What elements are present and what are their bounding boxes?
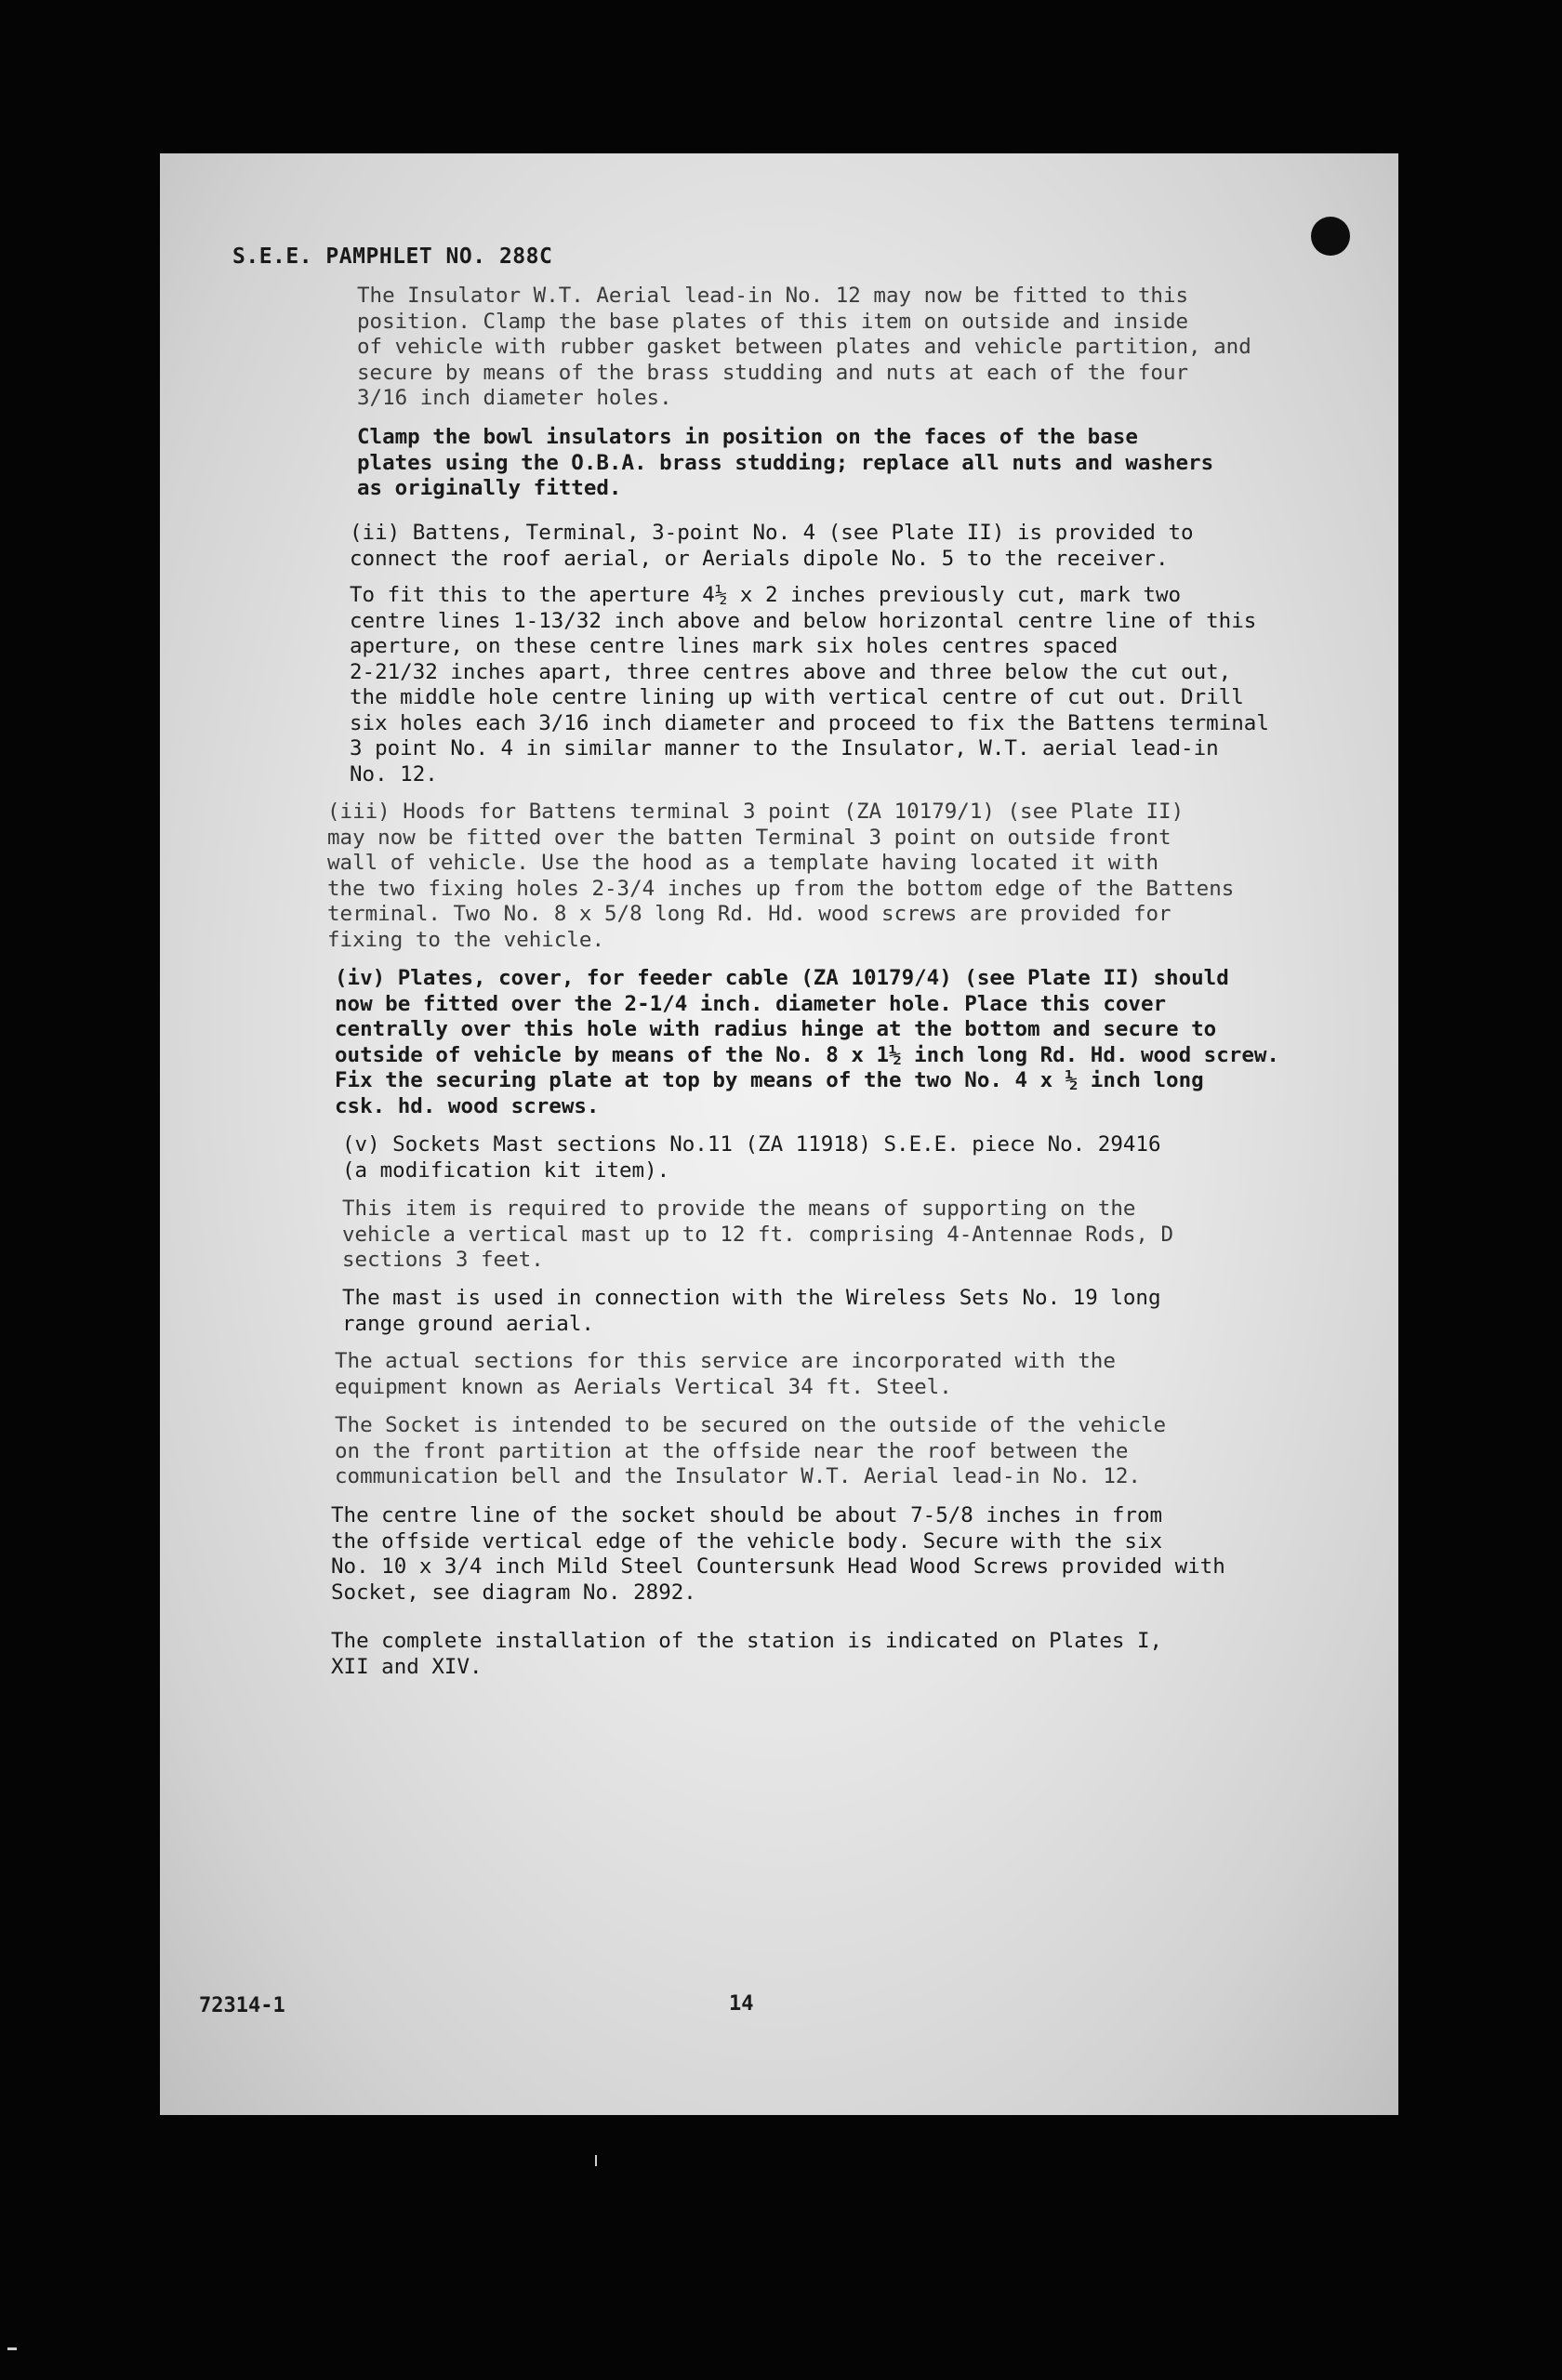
paragraph-bowl-insulators: Clamp the bowl insulators in position on the faces of the base plates using the O.B.A. brass studding; replace all nuts and washers as originally fitted. [357, 425, 1214, 500]
punch-hole [1311, 217, 1350, 256]
paragraph-sockets-mast: (v) Sockets Mast sections No.11 (ZA 11918) S.E.E. piece No. 29416 (a modification kit item). [342, 1132, 1161, 1183]
paragraph-aperture-instructions: To fit this to the aperture 4½ x 2 inches previously cut, mark two centre lines 1-13/32 inch above and below horizontal centre line of this aperture, on these centre lines mark six holes centres spaced 2-21/32 inches apart, three centres above and three below the cut out, the middle hole centre lining up with vertical centre of cut out. Drill six holes each 3/16 inch diameter and proceed to fix the Battens terminal 3 point No. 4 in similar manner to the Insulator, W.T. aerial lead-in No. 12. [350, 583, 1269, 787]
document-code: 72314-1 [199, 1994, 285, 2017]
paragraph-insulator-fitting: The Insulator W.T. Aerial lead-in No. 12 may now be fitted to this position. Clamp the base plates of this item on outside and inside of vehicle with rubber gasket between plates and vehicle partition, and secure by means of the brass studding and nuts at each of the four 3/16 inch diameter holes. [357, 284, 1251, 410]
paragraph-actual-sections: The actual sections for this service are incorporated with the equipment known as Aerials Vertical 34 ft. Steel. [335, 1349, 1116, 1399]
paragraph-mast-usage: The mast is used in connection with the Wireless Sets No. 19 long range ground aerial. [342, 1286, 1161, 1336]
paragraph-battens-terminal: (ii) Battens, Terminal, 3-point No. 4 (see Plate II) is provided to connect the roof aerial, or Aerials dipole No. 5 to the receiver. [350, 521, 1194, 571]
page-number: 14 [729, 1992, 754, 2016]
paragraph-socket-location: The Socket is intended to be secured on the outside of the vehicle on the front partition at the offside near the roof between the communication bell and the Insulator W.T. Aerial lead-in No. 12. [335, 1413, 1167, 1488]
paragraph-complete-installation: The complete installation of the station is indicated on Plates I, XII and XIV. [331, 1629, 1163, 1679]
document-page [160, 153, 1398, 2115]
paragraph-hoods-battens: (iii) Hoods for Battens terminal 3 point (ZA 10179/1) (see Plate II) may now be fitted over the batten Terminal 3 point on outside front wall of vehicle. Use the hood as a template having located it with the two fixing holes 2-3/4 inches up from the bottom edge of the Battens terminal. Two No. 8 x 5/8 long Rd. Hd. wood screws are provided for fixing to the vehicle. [327, 800, 1235, 952]
paragraph-mast-support: This item is required to provide the means of supporting on the vehicle a vertical mast up to 12 ft. comprising 4-Antennae Rods, D sections 3 feet. [342, 1197, 1174, 1272]
paragraph-plates-cover: (iv) Plates, cover, for feeder cable (ZA 10179/4) (see Plate II) should now be fitted over the 2-1/4 inch. diameter hole. Place this cover centrally over this hole with radius hinge at the bottom and secure to outside of vehicle by means of the No. 8 x 1½ inch long Rd. Hd. wood screw. Fix the securing plate at top by means of the two No. 4 x ½ inch long csk. hd. wood screws. [335, 966, 1279, 1118]
scan-speck [595, 2155, 597, 2166]
paragraph-socket-centre-line: The centre line of the socket should be about 7-5/8 inches in from the offside vertical edge of the vehicle body. Secure with the six No. 10 x 3/4 inch Mild Steel Countersunk Head Wood Screws provided with Socket, see diagram No. 2892. [331, 1503, 1225, 1605]
pamphlet-header: S.E.E. PAMPHLET NO. 288C [232, 245, 553, 269]
scan-speck [7, 2347, 17, 2350]
